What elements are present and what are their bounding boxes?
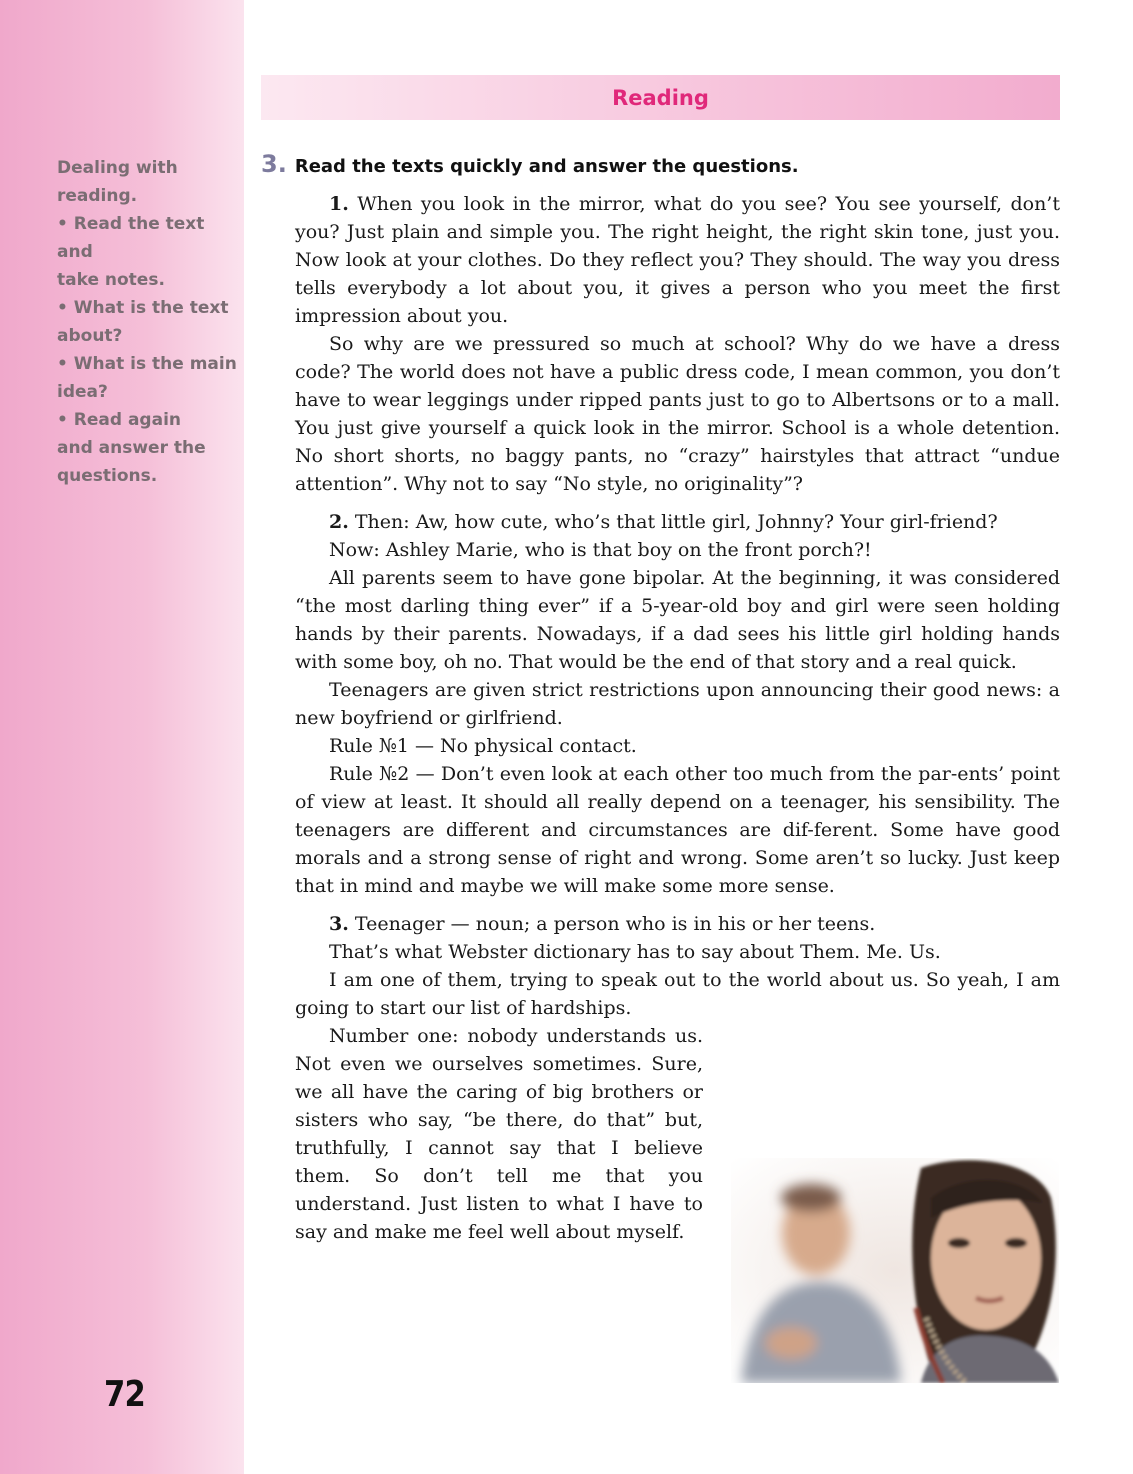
text2-paragraph: Rule №2 — Don’t even look at each other too much from the par-ents’ point of view at least. It should all really depend on a teenager, his sensibility. The teenagers are different and circumstances are dif-ferent. Some have good morals and a strong sense of right and wrong. Some aren’t so lucky. Just keep that in mind and maybe we will make some more sense. — [295, 763, 1060, 897]
section-header — [261, 75, 1060, 120]
note-line: and answer the — [57, 438, 206, 458]
text1-paragraph — [295, 190, 1060, 330]
task-number: 3. — [261, 150, 287, 178]
note-line: idea? — [57, 382, 108, 402]
note-line: take notes. — [57, 270, 165, 290]
text3-paragraph: I am one of them, trying to speak out to the world about us. So yeah, I am going to start our list of hardships. — [295, 969, 1060, 1019]
section-title: Reading — [612, 85, 709, 110]
note-line: • What is the main — [57, 354, 237, 374]
teenagers-photo — [731, 1158, 1059, 1383]
text2-number: 2. — [329, 511, 349, 533]
photo-illustration — [731, 1158, 1059, 1383]
note-line: questions. — [57, 466, 158, 486]
text3-paragraph: That’s what Webster dictionary has to say about Them. Me. Us. — [329, 941, 941, 963]
task-instruction — [261, 150, 1061, 178]
text2-paragraph — [295, 508, 1060, 536]
text3-number: 3. — [329, 913, 349, 935]
text2-p1: Then: Aw, how cute, who’s that little girl, Johnny? Your girl-friend? — [348, 511, 998, 533]
text2-paragraph: Now: Ashley Marie, who is that boy on the front porch?! — [329, 539, 872, 561]
text1-number: 1. — [329, 193, 349, 215]
note-line: Dealing with — [57, 158, 178, 178]
note-line: • Read the text and — [57, 214, 205, 262]
page-number: 72 — [104, 1374, 145, 1415]
note-line: reading. — [57, 186, 138, 206]
text3-paragraph — [295, 910, 1060, 938]
note-line: • Read again — [57, 410, 182, 430]
text3-paragraph: Number one: nobody understands us. Not even we ourselves sometimes. Sure, we all have the caring of big brothers or sisters who say, “be there, do that” but, truthfully, I cannot say that I believe them. So don’t tell me that you understand. Just listen to what I have to say and make me feel well about myself. — [295, 1025, 703, 1243]
text1-paragraph: So why are we pressured so much at school? Why do we have a dress code? The world does not have a public dress code, I mean common, you don’t have to wear leggings under ripped pants just to go to Albertsons or to a mall. You just give yourself a quick look in the mirror. School is a whole detention. No short shorts, no baggy pants, no “crazy” hairstyles that attract “undue attention”. Why not to say “No style, no originality”? — [295, 333, 1060, 495]
reading-texts — [295, 190, 1060, 1246]
text3-p1: Teenager — noun; a person who is in his or her teens. — [348, 913, 876, 935]
note-line: about? — [57, 326, 123, 346]
text2-paragraph: Rule №1 — No physical contact. — [329, 735, 637, 757]
text1-p1: When you look in the mirror, what do you see? You see yourself, don’t you? Just plain and simple you. The right height, the right skin tone, just you. Now look at your clothes. Do they reflect you? They should. The way you dress tells everybody a lot about you, it gives a person who you meet the first impression about you. — [295, 193, 1060, 327]
text2-paragraph: All parents seem to have gone bipolar. At the beginning, it was considered “the most darling thing ever” if a 5-year-old boy and girl were seen holding hands by their parents. Nowadays, if a dad sees his little girl holding hands with some boy, oh no. That would be the end of that story and a real quick. — [295, 567, 1060, 673]
text2-paragraph: Teenagers are given strict restrictions upon announcing their good news: a new boyfriend or girlfriend. — [295, 679, 1060, 729]
reading-tips-note — [57, 154, 237, 490]
note-line: • What is the text — [57, 298, 229, 318]
sidebar — [0, 0, 244, 1474]
task-text: Read the texts quickly and answer the questions. — [294, 156, 799, 177]
